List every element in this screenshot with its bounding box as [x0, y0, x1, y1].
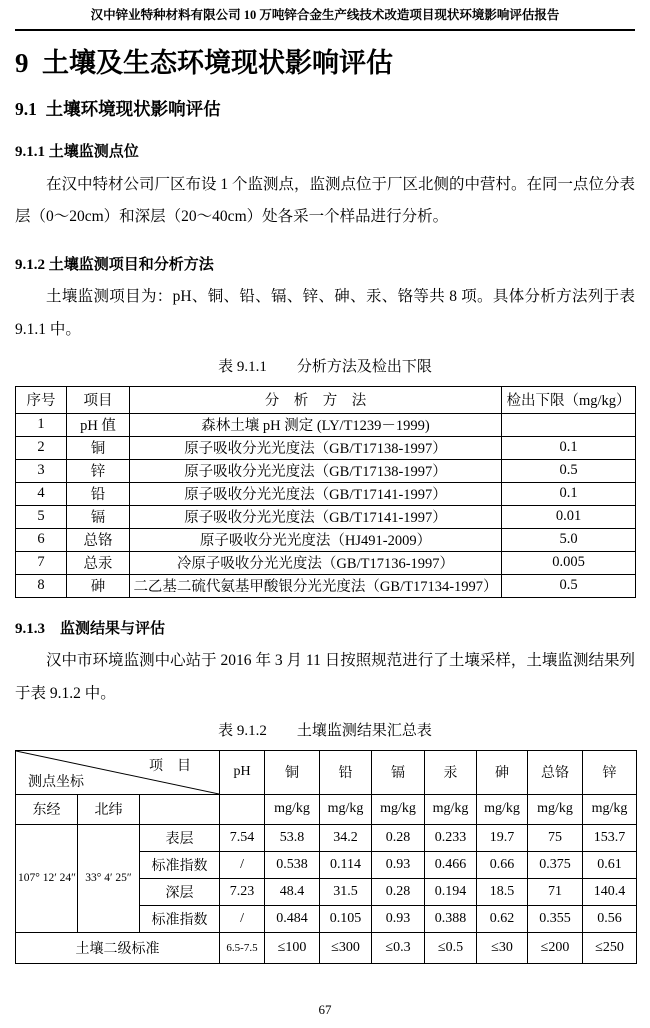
cell-item: 铅 — [67, 482, 130, 505]
table-row — [16, 436, 636, 459]
empty-cell — [140, 794, 220, 824]
cell-method: 原子吸收分光光度法（GB/T17138-1997） — [130, 436, 502, 459]
paragraph-monitoring-results: 汉中市环境监测中心站于 2016 年 3 月 11 日按照规范进行了土壤采样，土壤监测结果列于表 9.1.2 中。 — [15, 652, 635, 702]
cell-item: 镉 — [67, 505, 130, 528]
value-cell: 0.28 — [372, 878, 425, 905]
cell-limit: 0.1 — [502, 482, 636, 505]
value-cell: / — [220, 851, 265, 878]
diagonal-label-item: 项 目 — [149, 758, 192, 774]
table-row — [16, 459, 636, 482]
col-header-cr: 总铬 — [528, 750, 583, 794]
coord-header-latitude: 北纬 — [78, 794, 140, 824]
page-number: 67 — [318, 1002, 332, 1017]
row-label: 深层 — [140, 878, 220, 905]
col-header-method: 分 析 方 法 — [130, 386, 502, 413]
cell-method: 原子吸收分光光度法（GB/T17138-1997） — [130, 459, 502, 482]
cell-limit: 0.005 — [502, 551, 636, 574]
latitude-value: 33° 4′ 25″ — [78, 824, 140, 932]
cell-item: 锌 — [67, 459, 130, 482]
value-cell: 48.4 — [265, 878, 320, 905]
table-row — [16, 824, 637, 851]
value-cell: / — [220, 905, 265, 932]
value-cell: 0.62 — [477, 905, 528, 932]
value-cell: 71 — [528, 878, 583, 905]
paragraph-monitoring-points: 在汉中特材公司厂区布设 1 个监测点，监测点位于厂区北侧的中营村。在同一点位分表层（0～20cm）和深层（20～40cm）处各采一个样品进行分析。 — [15, 175, 636, 226]
value-cell: 0.233 — [425, 824, 477, 851]
cell-item: 砷 — [67, 574, 130, 597]
row-label: 标准指数 — [140, 905, 220, 932]
cell-method: 冷原子吸收分光光度法（GB/T17136-1997） — [130, 551, 502, 574]
longitude-value: 107° 12′ 24″ — [16, 824, 78, 932]
subsection-title-9-1-3: 9.1.3 监测结果与评估 — [15, 620, 166, 637]
value-cell: 0.105 — [320, 905, 372, 932]
col-header-no: 序号 — [16, 386, 67, 413]
cell-no: 7 — [16, 551, 67, 574]
cell-item: 总铬 — [67, 528, 130, 551]
value-cell: 0.61 — [583, 851, 637, 878]
cell-no: 1 — [16, 413, 67, 436]
value-cell: 0.93 — [372, 905, 425, 932]
standard-value: ≤0.5 — [425, 932, 477, 963]
value-cell: 7.23 — [220, 878, 265, 905]
value-cell: 0.66 — [477, 851, 528, 878]
coord-header-longitude: 东经 — [16, 794, 78, 824]
units-row — [16, 794, 637, 824]
table-header-row — [16, 386, 636, 413]
cell-method: 原子吸收分光光度法（GB/T17141-1997） — [130, 505, 502, 528]
unit-cell: mg/kg — [320, 794, 372, 824]
cell-item: 总汞 — [67, 551, 130, 574]
standard-value: ≤100 — [265, 932, 320, 963]
value-cell: 53.8 — [265, 824, 320, 851]
value-cell: 153.7 — [583, 824, 637, 851]
cell-limit: 0.1 — [502, 436, 636, 459]
value-cell: 0.56 — [583, 905, 637, 932]
value-cell: 0.375 — [528, 851, 583, 878]
cell-limit — [502, 413, 636, 436]
cell-method: 森林土壤 pH 测定 (LY/T1239－1999) — [130, 413, 502, 436]
cell-limit: 0.5 — [502, 574, 636, 597]
col-header-cd: 镉 — [372, 750, 425, 794]
table-row — [16, 482, 636, 505]
standard-value: ≤250 — [583, 932, 637, 963]
col-header-hg: 汞 — [425, 750, 477, 794]
unit-cell — [220, 794, 265, 824]
standard-value: ≤200 — [528, 932, 583, 963]
value-cell: 0.538 — [265, 851, 320, 878]
value-cell: 75 — [528, 824, 583, 851]
subsection-title-9-1-2: 9.1.2 土壤监测项目和分析方法 — [15, 256, 214, 273]
diagonal-header-cell — [16, 750, 220, 794]
table-row — [16, 551, 636, 574]
cell-item: 铜 — [67, 436, 130, 459]
value-cell: 31.5 — [320, 878, 372, 905]
standard-value: 6.5-7.5 — [220, 932, 265, 963]
col-header-as: 砷 — [477, 750, 528, 794]
unit-cell: mg/kg — [528, 794, 583, 824]
table-header-row — [16, 750, 637, 794]
value-cell: 0.388 — [425, 905, 477, 932]
value-cell: 0.114 — [320, 851, 372, 878]
table1-caption: 表 9.1.1 分析方法及检出下限 — [218, 359, 432, 376]
standard-row — [16, 932, 637, 963]
chapter-title: 9 土壤及生态环境现状影响评估 — [15, 47, 393, 78]
unit-cell: mg/kg — [372, 794, 425, 824]
subsection-title-9-1-1: 9.1.1 土壤监测点位 — [15, 144, 139, 161]
value-cell: 0.466 — [425, 851, 477, 878]
cell-no: 2 — [16, 436, 67, 459]
cell-limit: 0.5 — [502, 459, 636, 482]
cell-no: 3 — [16, 459, 67, 482]
col-header-ph: pH — [220, 750, 265, 794]
cell-no: 8 — [16, 574, 67, 597]
standard-value: ≤0.3 — [372, 932, 425, 963]
cell-method: 原子吸收分光光度法（GB/T17141-1997） — [130, 482, 502, 505]
value-cell: 0.93 — [372, 851, 425, 878]
standard-label: 土壤二级标准 — [16, 932, 220, 963]
cell-no: 4 — [16, 482, 67, 505]
standard-value: ≤300 — [320, 932, 372, 963]
diagonal-label-coords: 测点坐标 — [28, 774, 84, 790]
table2-caption: 表 9.1.2 土壤监测结果汇总表 — [218, 723, 432, 740]
cell-limit: 5.0 — [502, 528, 636, 551]
unit-cell: mg/kg — [265, 794, 320, 824]
standard-value: ≤30 — [477, 932, 528, 963]
analysis-method-table — [15, 386, 636, 598]
table-row — [16, 505, 636, 528]
row-label: 表层 — [140, 824, 220, 851]
unit-cell: mg/kg — [477, 794, 528, 824]
value-cell: 140.4 — [583, 878, 637, 905]
col-header-limit: 检出下限（mg/kg） — [502, 386, 636, 413]
value-cell: 34.2 — [320, 824, 372, 851]
col-header-pb: 铅 — [320, 750, 372, 794]
table-row — [16, 413, 636, 436]
section-title-9-1: 9.1 土壤环境现状影响评估 — [15, 99, 221, 120]
unit-cell: mg/kg — [425, 794, 477, 824]
cell-method: 原子吸收分光光度法（HJ491-2009） — [130, 528, 502, 551]
col-header-item: 项目 — [67, 386, 130, 413]
cell-item: pH 值 — [67, 413, 130, 436]
row-label: 标准指数 — [140, 851, 220, 878]
col-header-zn: 锌 — [583, 750, 637, 794]
cell-method: 二乙基二硫代氨基甲酸银分光光度法（GB/T17134-1997） — [130, 574, 502, 597]
unit-cell: mg/kg — [583, 794, 637, 824]
value-cell: 0.484 — [265, 905, 320, 932]
running-header: 汉中锌业特种材料有限公司 10 万吨锌合金生产线技术改造项目现状环境影响评估报告 — [15, 0, 635, 31]
monitoring-results-table — [15, 750, 637, 964]
value-cell: 0.355 — [528, 905, 583, 932]
cell-no: 6 — [16, 528, 67, 551]
cell-limit: 0.01 — [502, 505, 636, 528]
value-cell: 0.28 — [372, 824, 425, 851]
table-row — [16, 528, 636, 551]
value-cell: 19.7 — [477, 824, 528, 851]
value-cell: 7.54 — [220, 824, 265, 851]
paragraph-monitoring-items: 土壤监测项目为：pH、铜、铅、镉、锌、砷、汞、铬等共 8 项。具体分析方法列于表 9.1.1 中。 — [15, 288, 635, 338]
col-header-cu: 铜 — [265, 750, 320, 794]
value-cell: 18.5 — [477, 878, 528, 905]
value-cell: 0.194 — [425, 878, 477, 905]
table-row — [16, 574, 636, 597]
cell-no: 5 — [16, 505, 67, 528]
